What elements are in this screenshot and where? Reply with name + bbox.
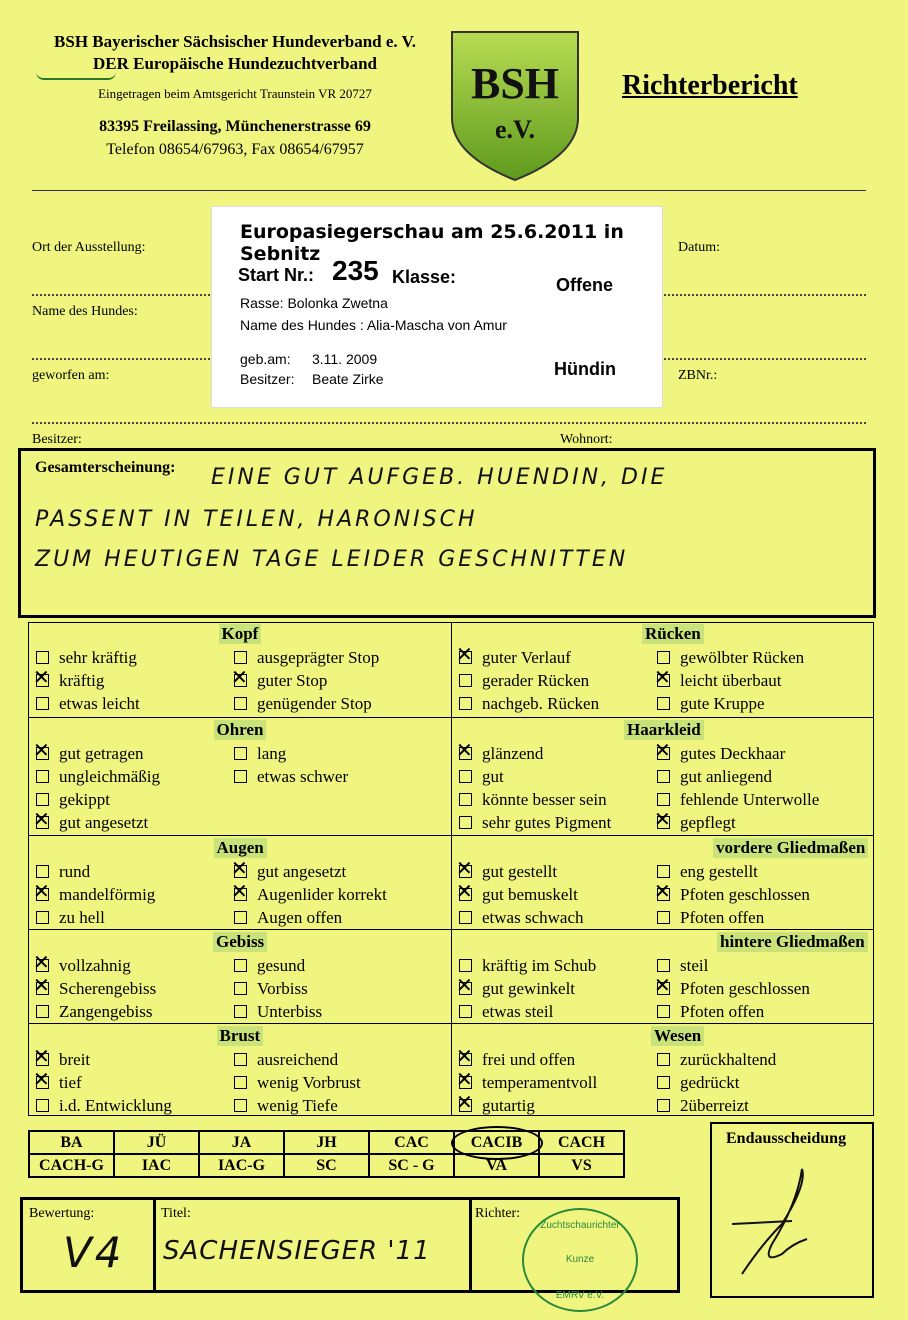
dotted-line [32, 422, 866, 424]
checkbox-label: lang [257, 744, 287, 763]
checkbox[interactable] [657, 816, 670, 829]
entry-label [212, 207, 662, 407]
start-number: 235 [332, 255, 379, 286]
checkbox-item-augen[interactable] [36, 908, 105, 928]
checkbox[interactable] [459, 959, 472, 972]
checkbox-label: genügender Stop [257, 694, 372, 713]
checkbox[interactable] [657, 697, 670, 710]
checkbox[interactable] [459, 697, 472, 710]
checkbox[interactable] [657, 1099, 670, 1112]
final-selection-box [710, 1122, 874, 1298]
checkbox-label: leicht überbaut [680, 671, 782, 690]
separator [469, 1200, 472, 1290]
title-option: IAC [114, 1154, 199, 1177]
checkbox-item-haarkleid[interactable] [657, 813, 736, 833]
checkbox-label: Pfoten geschlossen [680, 979, 810, 998]
checkbox-label: Zangengebiss [59, 1002, 153, 1021]
checkbox-label: gut [482, 767, 504, 786]
title-option: JÜ [114, 1131, 199, 1154]
checkbox-label: gesund [257, 956, 306, 975]
checkbox-item-haarkleid[interactable] [657, 790, 819, 810]
checkbox-item-vordere[interactable] [657, 885, 810, 905]
checkbox[interactable] [36, 674, 49, 687]
judge-label: Richter: [475, 1206, 521, 1221]
checkbox-label: eng gestellt [680, 862, 758, 881]
checkbox[interactable] [657, 747, 670, 760]
checkbox-item-ohren[interactable] [36, 744, 144, 764]
checkbox-item-ruecken[interactable] [459, 694, 599, 714]
checkbox-label: etwas schwer [257, 767, 349, 786]
klasse-label: Klasse: [392, 267, 457, 287]
checkbox-label: kräftig im Schub [482, 956, 597, 975]
checkbox-item-gebiss[interactable] [234, 956, 305, 976]
checkbox-item-gebiss[interactable] [234, 1002, 322, 1022]
overall-appearance-label: Gesamterscheinung: [35, 459, 176, 476]
overall-appearance-box [18, 448, 876, 618]
section-heading-wesen: Wesen [651, 1026, 704, 1046]
checkbox-item-brust[interactable] [36, 1096, 172, 1116]
checkbox-item-wesen[interactable] [657, 1096, 749, 1116]
checkbox-item-vordere[interactable] [657, 908, 764, 928]
section-heading-ruecken: Rücken [642, 624, 704, 644]
title-option: CAC [369, 1131, 454, 1154]
checkbox-item-hintere[interactable] [657, 979, 810, 999]
checkbox-label: gutartig [482, 1096, 535, 1115]
checkbox[interactable] [234, 888, 247, 901]
checkbox-label: gut anliegend [680, 767, 773, 786]
bsh-logo [450, 30, 580, 182]
checkbox-item-haarkleid[interactable] [459, 744, 543, 764]
decorative-underline [36, 72, 116, 80]
circle-mark [451, 1126, 543, 1160]
checkbox-item-ruecken[interactable] [459, 671, 589, 691]
checkbox[interactable] [36, 911, 49, 924]
checkbox[interactable] [234, 1076, 247, 1089]
section-heading-augen: Augen [214, 838, 267, 858]
checkbox-item-gebiss[interactable] [36, 979, 156, 999]
checkbox[interactable] [234, 651, 247, 664]
checkbox-label: Scherengebiss [59, 979, 157, 998]
checkbox[interactable] [36, 747, 49, 760]
checkbox[interactable] [657, 865, 670, 878]
checkbox[interactable] [234, 959, 247, 972]
checkbox-item-wesen[interactable] [459, 1050, 575, 1070]
checkbox[interactable] [657, 674, 670, 687]
checkbox-item-ohren[interactable] [36, 767, 160, 787]
field-geworfen-label: geworfen am: [32, 368, 110, 383]
checkbox-item-haarkleid[interactable] [459, 767, 504, 787]
event-title: Europasiegerschau am 25.6.2011 in Sebnitz [240, 221, 624, 265]
checkbox-label: könnte besser sein [482, 790, 607, 809]
logo-text-bsh: BSH [470, 59, 560, 108]
checkbox-label: gut angesetzt [59, 813, 149, 832]
title-option: IAC-G [199, 1154, 284, 1177]
checkbox-item-augen[interactable] [36, 885, 155, 905]
checkbox[interactable] [234, 1005, 247, 1018]
checkbox-item-kopf[interactable] [234, 694, 372, 714]
title-option: SC - G [369, 1154, 454, 1177]
checkbox-label: gewölbter Rücken [680, 648, 805, 667]
checkbox[interactable] [234, 1099, 247, 1112]
checkbox-item-augen[interactable] [234, 885, 387, 905]
divider [32, 190, 866, 191]
klasse-value: Offene [556, 275, 614, 295]
checkbox-label: gedrückt [680, 1073, 740, 1092]
checkbox-label: gut angesetzt [257, 862, 347, 881]
checkbox-label: gut bemuskelt [482, 885, 578, 904]
field-zbnr-label: ZBNr.: [678, 368, 718, 383]
checkbox[interactable] [36, 1053, 49, 1066]
title-option: CACH [539, 1131, 624, 1154]
checkbox-label: fehlende Unterwolle [680, 790, 820, 809]
checkbox-label: ausgeprägter Stop [257, 648, 380, 667]
checkbox[interactable] [657, 1053, 670, 1066]
checkbox-item-augen[interactable] [234, 908, 342, 928]
checkbox-label: sehr gutes Pigment [482, 813, 612, 832]
checkbox-item-haarkleid[interactable] [459, 813, 611, 833]
checkbox-item-brust[interactable] [234, 1096, 338, 1116]
checkbox[interactable] [234, 770, 247, 783]
checkbox-item-haarkleid[interactable] [657, 744, 785, 764]
checkbox-label: guter Stop [257, 671, 328, 690]
checkbox-label: Augenlider korrekt [257, 885, 387, 904]
rating-value: V4 [63, 1228, 125, 1277]
checkbox-label: Pfoten offen [680, 1002, 765, 1021]
rating-label: Bewertung: [29, 1206, 95, 1221]
field-besitzer-label: Besitzer: [32, 432, 82, 447]
checkbox-label: gerader Rücken [482, 671, 590, 690]
checkbox-item-hintere[interactable] [459, 979, 575, 999]
checkbox[interactable] [36, 1005, 49, 1018]
handwritten-line-1: EINE GUT AUFGEB. HUENDIN, DIE [211, 465, 668, 490]
checkbox-item-ohren[interactable] [234, 767, 348, 787]
checkbox-item-augen[interactable] [234, 862, 346, 882]
section-heading-ohren: Ohren [214, 720, 267, 740]
checkbox[interactable] [657, 770, 670, 783]
checkbox-label: Pfoten geschlossen [680, 885, 810, 904]
checkbox[interactable] [234, 1053, 247, 1066]
checkbox[interactable] [234, 747, 247, 760]
checkbox[interactable] [234, 982, 247, 995]
checkbox[interactable] [459, 911, 472, 924]
checkbox-label: gut gewinkelt [482, 979, 576, 998]
checkbox-label: i.d. Entwicklung [59, 1096, 172, 1115]
section-heading-kopf: Kopf [219, 624, 262, 644]
checkbox-item-ohren[interactable] [36, 813, 148, 833]
checkbox[interactable] [459, 651, 472, 664]
signature [712, 1124, 872, 1294]
checkbox[interactable] [36, 865, 49, 878]
checkbox-item-gebiss[interactable] [36, 956, 131, 976]
checkbox[interactable] [234, 674, 247, 687]
checkbox-item-brust[interactable] [36, 1073, 82, 1093]
checkbox-item-gebiss[interactable] [234, 979, 308, 999]
final-selection-label: Endausscheidung [726, 1130, 847, 1147]
checkbox-item-kopf[interactable] [234, 671, 327, 691]
checkbox-label: gut getragen [59, 744, 144, 763]
separator [153, 1200, 156, 1290]
title-option: JH [284, 1131, 369, 1154]
checkbox-label: wenig Tiefe [257, 1096, 338, 1115]
title-option: CACIB [454, 1131, 539, 1154]
checkbox-label: zurückhaltend [680, 1050, 777, 1069]
checkbox[interactable] [657, 793, 670, 806]
field-wohnort-label: Wohnort: [560, 432, 613, 447]
checkbox[interactable] [36, 1099, 49, 1112]
field-ort-label: Ort der Ausstellung: [32, 240, 146, 255]
checkbox[interactable] [459, 674, 472, 687]
checkbox-label: temperamentvoll [482, 1073, 598, 1092]
checkbox-label: gekippt [59, 790, 110, 809]
checkbox-label: tief [59, 1073, 82, 1092]
checkbox-label: Unterbiss [257, 1002, 323, 1021]
title-option: BA [29, 1131, 114, 1154]
checkbox-item-vordere[interactable] [459, 862, 557, 882]
checkbox-label: Vorbiss [257, 979, 308, 998]
checkbox-label: gut gestellt [482, 862, 558, 881]
checkbox-item-ruecken[interactable] [657, 648, 804, 668]
birth-date: 3.11. 2009 [312, 351, 378, 367]
section-heading-vordere: vordere Gliedmaßen [713, 838, 868, 858]
checkbox-label: Pfoten offen [680, 908, 765, 927]
checkbox-item-wesen[interactable] [459, 1096, 535, 1116]
phone-line: Telefon 08654/67963, Fax 08654/67957 [106, 141, 364, 158]
title-option: VA [454, 1154, 539, 1177]
title-option: SC [284, 1154, 369, 1177]
checkbox-item-vordere[interactable] [657, 862, 758, 882]
checkbox[interactable] [36, 770, 49, 783]
start-number-label: Start Nr.: [238, 265, 315, 285]
checkbox-item-ohren[interactable] [234, 744, 286, 764]
checkbox[interactable] [459, 793, 472, 806]
stamp-top: Zuchtschaurichter [540, 1220, 620, 1231]
dog-name: Name des Hundes : Alia-Mascha von Amur [240, 317, 507, 333]
checkbox[interactable] [234, 697, 247, 710]
checkbox[interactable] [36, 651, 49, 664]
checkbox-item-kopf[interactable] [36, 671, 104, 691]
checkbox[interactable] [459, 1099, 472, 1112]
checkbox[interactable] [459, 747, 472, 760]
birth-label: geb.am: [240, 351, 291, 367]
checkbox-item-kopf[interactable] [234, 648, 379, 668]
checkbox[interactable] [657, 1005, 670, 1018]
checkbox-item-hintere[interactable] [657, 1002, 764, 1022]
title-option: CACH-G [29, 1154, 114, 1177]
checkbox-item-haarkleid[interactable] [459, 790, 607, 810]
checkbox-label: etwas steil [482, 1002, 554, 1021]
registration-line: Eingetragen beim Amtsgericht Traunstein VR 20727 [98, 86, 372, 101]
checkbox[interactable] [36, 959, 49, 972]
checkbox[interactable] [36, 697, 49, 710]
checkbox-label: gepflegt [680, 813, 736, 832]
checkbox-label: nachgeb. Rücken [482, 694, 600, 713]
breed: Rasse: Bolonka Zwetna [240, 295, 388, 311]
title-value: SACHENSIEGER '11 [163, 1236, 431, 1266]
field-name-label: Name des Hundes: [32, 304, 138, 319]
logo-text-ev: e.V. [495, 115, 535, 144]
owner-label: Besitzer: [240, 371, 295, 387]
checkbox[interactable] [657, 959, 670, 972]
checkbox-label: breit [59, 1050, 91, 1069]
sex: Hündin [554, 359, 616, 379]
section-heading-haarkleid: Haarkleid [624, 720, 704, 740]
checkbox[interactable] [657, 1076, 670, 1089]
checkbox[interactable] [234, 865, 247, 878]
checkbox[interactable] [657, 982, 670, 995]
handwritten-line-3: ZUM HEUTIGEN TAGE LEIDER GESCHNITTEN [35, 547, 629, 572]
checkbox[interactable] [459, 1053, 472, 1066]
checkbox[interactable] [657, 888, 670, 901]
checkbox[interactable] [36, 888, 49, 901]
section-heading-hintere: hintere Gliedmaßen [717, 932, 868, 952]
handwritten-line-2: PASSENT IN TEILEN, HARONISCH [35, 507, 478, 532]
checkbox-label: Augen offen [257, 908, 343, 927]
checkbox-label: wenig Vorbrust [257, 1073, 361, 1092]
checkbox-item-ruecken[interactable] [459, 648, 571, 668]
checkbox[interactable] [459, 865, 472, 878]
checkbox-item-brust[interactable] [234, 1050, 338, 1070]
checkbox-item-haarkleid[interactable] [657, 767, 772, 787]
title-option: VS [539, 1154, 624, 1177]
checkbox-item-wesen[interactable] [459, 1073, 597, 1093]
checkbox[interactable] [36, 793, 49, 806]
section-heading-brust: Brust [217, 1026, 264, 1046]
title-option: JA [199, 1131, 284, 1154]
checkbox-label: sehr kräftig [59, 648, 137, 667]
checkbox[interactable] [36, 982, 49, 995]
checkbox-label: frei und offen [482, 1050, 576, 1069]
checkbox-item-hintere[interactable] [459, 956, 596, 976]
stamp-mid: Kunze [565, 1254, 595, 1265]
owner-name: Beate Zirke [312, 371, 384, 387]
checkbox-label: etwas leicht [59, 694, 140, 713]
checkbox-item-brust[interactable] [234, 1073, 361, 1093]
checkbox-label: gutes Deckhaar [680, 744, 786, 763]
checkbox[interactable] [459, 982, 472, 995]
title-label: Titel: [161, 1206, 191, 1221]
stamp-bottom: EMRV e.V. [555, 1290, 605, 1301]
checkbox-item-wesen[interactable] [657, 1050, 776, 1070]
checkbox[interactable] [234, 911, 247, 924]
checkbox-label: glänzend [482, 744, 544, 763]
checkbox-label: 2überreizt [680, 1096, 749, 1115]
checkbox-item-gebiss[interactable] [36, 1002, 152, 1022]
checkbox-label: etwas schwach [482, 908, 584, 927]
checkbox-label: guter Verlauf [482, 648, 571, 667]
checkbox-label: zu hell [59, 908, 105, 927]
checkbox[interactable] [459, 1005, 472, 1018]
checkbox[interactable] [459, 1076, 472, 1089]
checkbox[interactable] [459, 888, 472, 901]
checkbox-label: vollzahnig [59, 956, 131, 975]
checkbox[interactable] [657, 911, 670, 924]
checkbox-item-wesen[interactable] [657, 1073, 739, 1093]
address-line: 83395 Freilassing, Münchenerstrasse 69 [99, 118, 371, 135]
checkbox-label: gute Kruppe [680, 694, 765, 713]
checkbox-label: rund [59, 862, 91, 881]
checkbox[interactable] [36, 816, 49, 829]
section-heading-gebiss: Gebiss [213, 932, 267, 952]
checkbox-label: ungleichmäßig [59, 767, 161, 786]
checkbox-label: steil [680, 956, 709, 975]
org-subtitle: DER Europäische Hundezuchtverband [92, 54, 377, 73]
checkbox[interactable] [657, 651, 670, 664]
checkbox-item-ruecken[interactable] [657, 671, 782, 691]
checkbox-item-vordere[interactable] [459, 885, 578, 905]
field-datum-label: Datum: [678, 240, 720, 255]
org-name: BSH Bayerischer Sächsischer Hundeverband e. V. [54, 32, 416, 51]
checkbox-item-vordere[interactable] [459, 908, 584, 928]
checkbox-item-kopf[interactable] [36, 648, 137, 668]
checkbox-item-hintere[interactable] [459, 1002, 553, 1022]
checkbox-label: ausreichend [257, 1050, 339, 1069]
checkbox[interactable] [36, 1076, 49, 1089]
checkbox-label: mandelförmig [59, 885, 156, 904]
page-title: Richterbericht [622, 70, 798, 101]
checkbox[interactable] [459, 770, 472, 783]
checkbox[interactable] [459, 816, 472, 829]
checkbox-label: kräftig [59, 671, 105, 690]
judge-stamp [522, 1208, 638, 1312]
checkbox-item-ruecken[interactable] [657, 694, 765, 714]
checkbox-item-kopf[interactable] [36, 694, 140, 714]
titles-table [28, 1130, 625, 1178]
